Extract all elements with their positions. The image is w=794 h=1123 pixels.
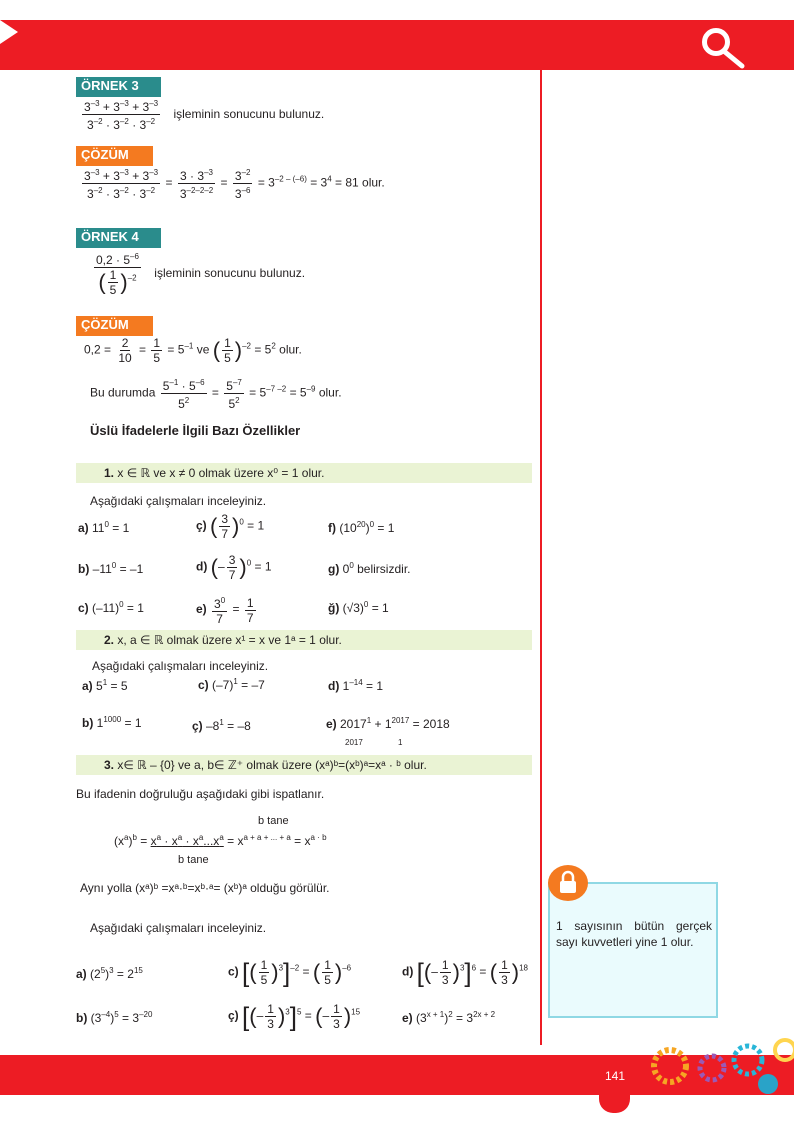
ornek-4-problem <box>92 250 305 297</box>
p3-cc: ç) [(– $\frac{1}{3}$ )$^3$]$^5$ = (– $\frac{1}{3}$ )$^{15}$ <box>228 1001 361 1032</box>
p1-d: d) (– $\frac{3}{7}$ )$^0$ = 1 <box>196 553 272 582</box>
p1-g: g) $0^0$ belirsizdir. <box>328 561 411 576</box>
ornek-3-text: işleminin sonucunu bulunuz. <box>173 106 325 121</box>
p2-e-under-2: 1 <box>398 738 403 747</box>
p1-e: e) $\frac{3^0}{7}$ = $\frac{1}{7}$ <box>196 595 254 626</box>
same-way-text: Aynı yolla (xᵃ)ᵇ =xᵃ·ᵇ=xᵇ·ᵃ= (xᵇ)ᵃ olduğu görülür. <box>80 881 330 895</box>
header-bar <box>0 20 794 70</box>
p1-b: b) $-11^0 = -1$ <box>78 561 144 576</box>
property-3-proof-intro: Bu ifadenin doğruluğu aşağıdaki gibi ispatlanır. <box>76 787 325 801</box>
gears-decoration <box>640 1038 794 1098</box>
header-notch <box>0 20 18 44</box>
p1-f: f) $(10^{20})^0 = 1$ <box>328 520 395 535</box>
info-text: 1 sayısının bütün gerçek sayı kuvvetleri yine 1 olur. <box>556 919 712 949</box>
p1-gg: ğ) $(√3)^0 = 1$ <box>328 600 389 615</box>
search-icon <box>698 24 748 70</box>
ornek-3-problem <box>80 97 324 132</box>
p1-a: a) $11^0 = 1$ <box>78 520 130 535</box>
info-box <box>548 882 718 1018</box>
p3-a: a) $(2^5)^3 = 2^{15}$ <box>76 966 143 981</box>
property-2-bar: 2. x, a ∈ ℝ olmak üzere x¹ = x ve 1ᵃ = 1 olur. <box>76 630 532 650</box>
p2-d: d) $1^{-14} = 1$ <box>328 678 384 693</box>
p2-cc: ç) $-8^1 = -8$ <box>192 718 251 733</box>
property-2-instruction: Aşağıdaki çalışmaları inceleyiniz. <box>92 659 269 673</box>
cozum-2-label: ÇÖZÜM <box>76 316 153 334</box>
p2-e: e) $2017^1 + 1^{2017} = 2018$ <box>326 716 450 731</box>
p2-c: c) $(-7)^1 = -7$ <box>198 677 265 692</box>
margin-divider <box>540 70 542 1045</box>
p1-c: c) $(-11)^0 = 1$ <box>78 600 144 615</box>
property-1-bar: 1. x ∈ ℝ ve x ≠ 0 olmak üzere x⁰ = 1 olur. <box>76 463 532 483</box>
ornek-4-label: ÖRNEK 4 <box>76 228 161 246</box>
p2-a: a) $5^1 = 5$ <box>82 678 128 693</box>
p3-d: d) [(– $\frac{1}{3}$ )$^3$]$^6$ = ( $\frac{1}{3}$ )$^{18}$ <box>402 957 529 988</box>
ornek-3-fraction: $\frac{3^{-3} + 3^{-3} + 3^{-3}}{3^{-2} \cdot 3^{-2} \cdot 3^{-2}}$ <box>84 99 159 132</box>
p3-e: e) $(3^{x + 1})^2 = 3^{2x + 2}$ <box>402 1010 496 1025</box>
page-number: 141 <box>604 1069 626 1083</box>
ornek-4-text: işleminin sonucunu bulunuz. <box>154 265 306 280</box>
section-title: Üslü İfadelerle İlgili Bazı Özellikler <box>90 423 301 438</box>
ornek-3-label: ÖRNEK 3 <box>76 77 161 95</box>
p3-c: c) [( $\frac{1}{5}$ )$^3$]$^{-2}$ = ( $\frac{1}{5}$ )$^{-6}$ <box>228 957 352 988</box>
p2-e-under-1: 2017 <box>345 738 363 747</box>
ornek-4-fraction: $0,2 \cdot 5^{-6}$ ( $\frac{1}{5}$ )$^{-2}$ <box>96 252 139 297</box>
cozum-1-label: ÇÖZÜM <box>76 146 153 164</box>
cozum-2-line1: 0,2 = $\frac{2}{10}$ = $\frac{1}{5}$ = $5^{-1}$ ve ( $\frac{1}{5}$ )$^{-2} = 5^2$ olur. <box>84 336 302 365</box>
proof-line: $(x^a)^b = x^a \cdot x^a \cdot x^a...x^a = x^{a + a + ... + a} = x^{a \cdot b}$ <box>114 833 327 848</box>
cozum-1-solution: $\frac{3^{-3} + 3^{-3} + 3^{-3}}{3^{-2} \cdot 3^{-2} \cdot 3^{-2}}$ = $\frac{3 \cdot 3^{-3}}{3^{-2-2-2}}$ = $\frac{3^{-2}}{3^{-6}}$ = $3^{-2 - (-6)} = 3^4 = 81$ olur. <box>84 168 385 201</box>
cozum-2-line2: Bu durumda $\frac{5^{-1} \cdot 5^{-6}}{5^2}$ = $\frac{5^{-7}}{5^2}$ = $5^{-7 -2} = 5^{-9}$ olur. <box>90 378 342 411</box>
p3-b: b) $(3^{-4})^5 = 3^{-20}$ <box>76 1010 153 1025</box>
btane-top: b tane <box>258 815 289 827</box>
property-1-instruction: Aşağıdaki çalışmaları inceleyiniz. <box>90 494 267 508</box>
btane-bottom: b tane <box>178 854 209 866</box>
property-3-bar: 3. x∈ ℝ – {0} ve a, b∈ ℤ⁺ olmak üzere (xᵃ)ᵇ=(xᵇ)ᵃ=xᵃ · ᵇ olur. <box>76 755 532 775</box>
lock-icon <box>548 865 588 901</box>
cozum-1-text: olur. <box>362 175 385 190</box>
property-3-instruction: Aşağıdaki çalışmaları inceleyiniz. <box>90 921 267 935</box>
page-tab <box>599 1055 630 1113</box>
p2-b: b) $1^{1000} = 1$ <box>82 715 142 730</box>
p1-cc: ç) ( $\frac{3}{7}$ )$^0$ = 1 <box>196 512 265 541</box>
